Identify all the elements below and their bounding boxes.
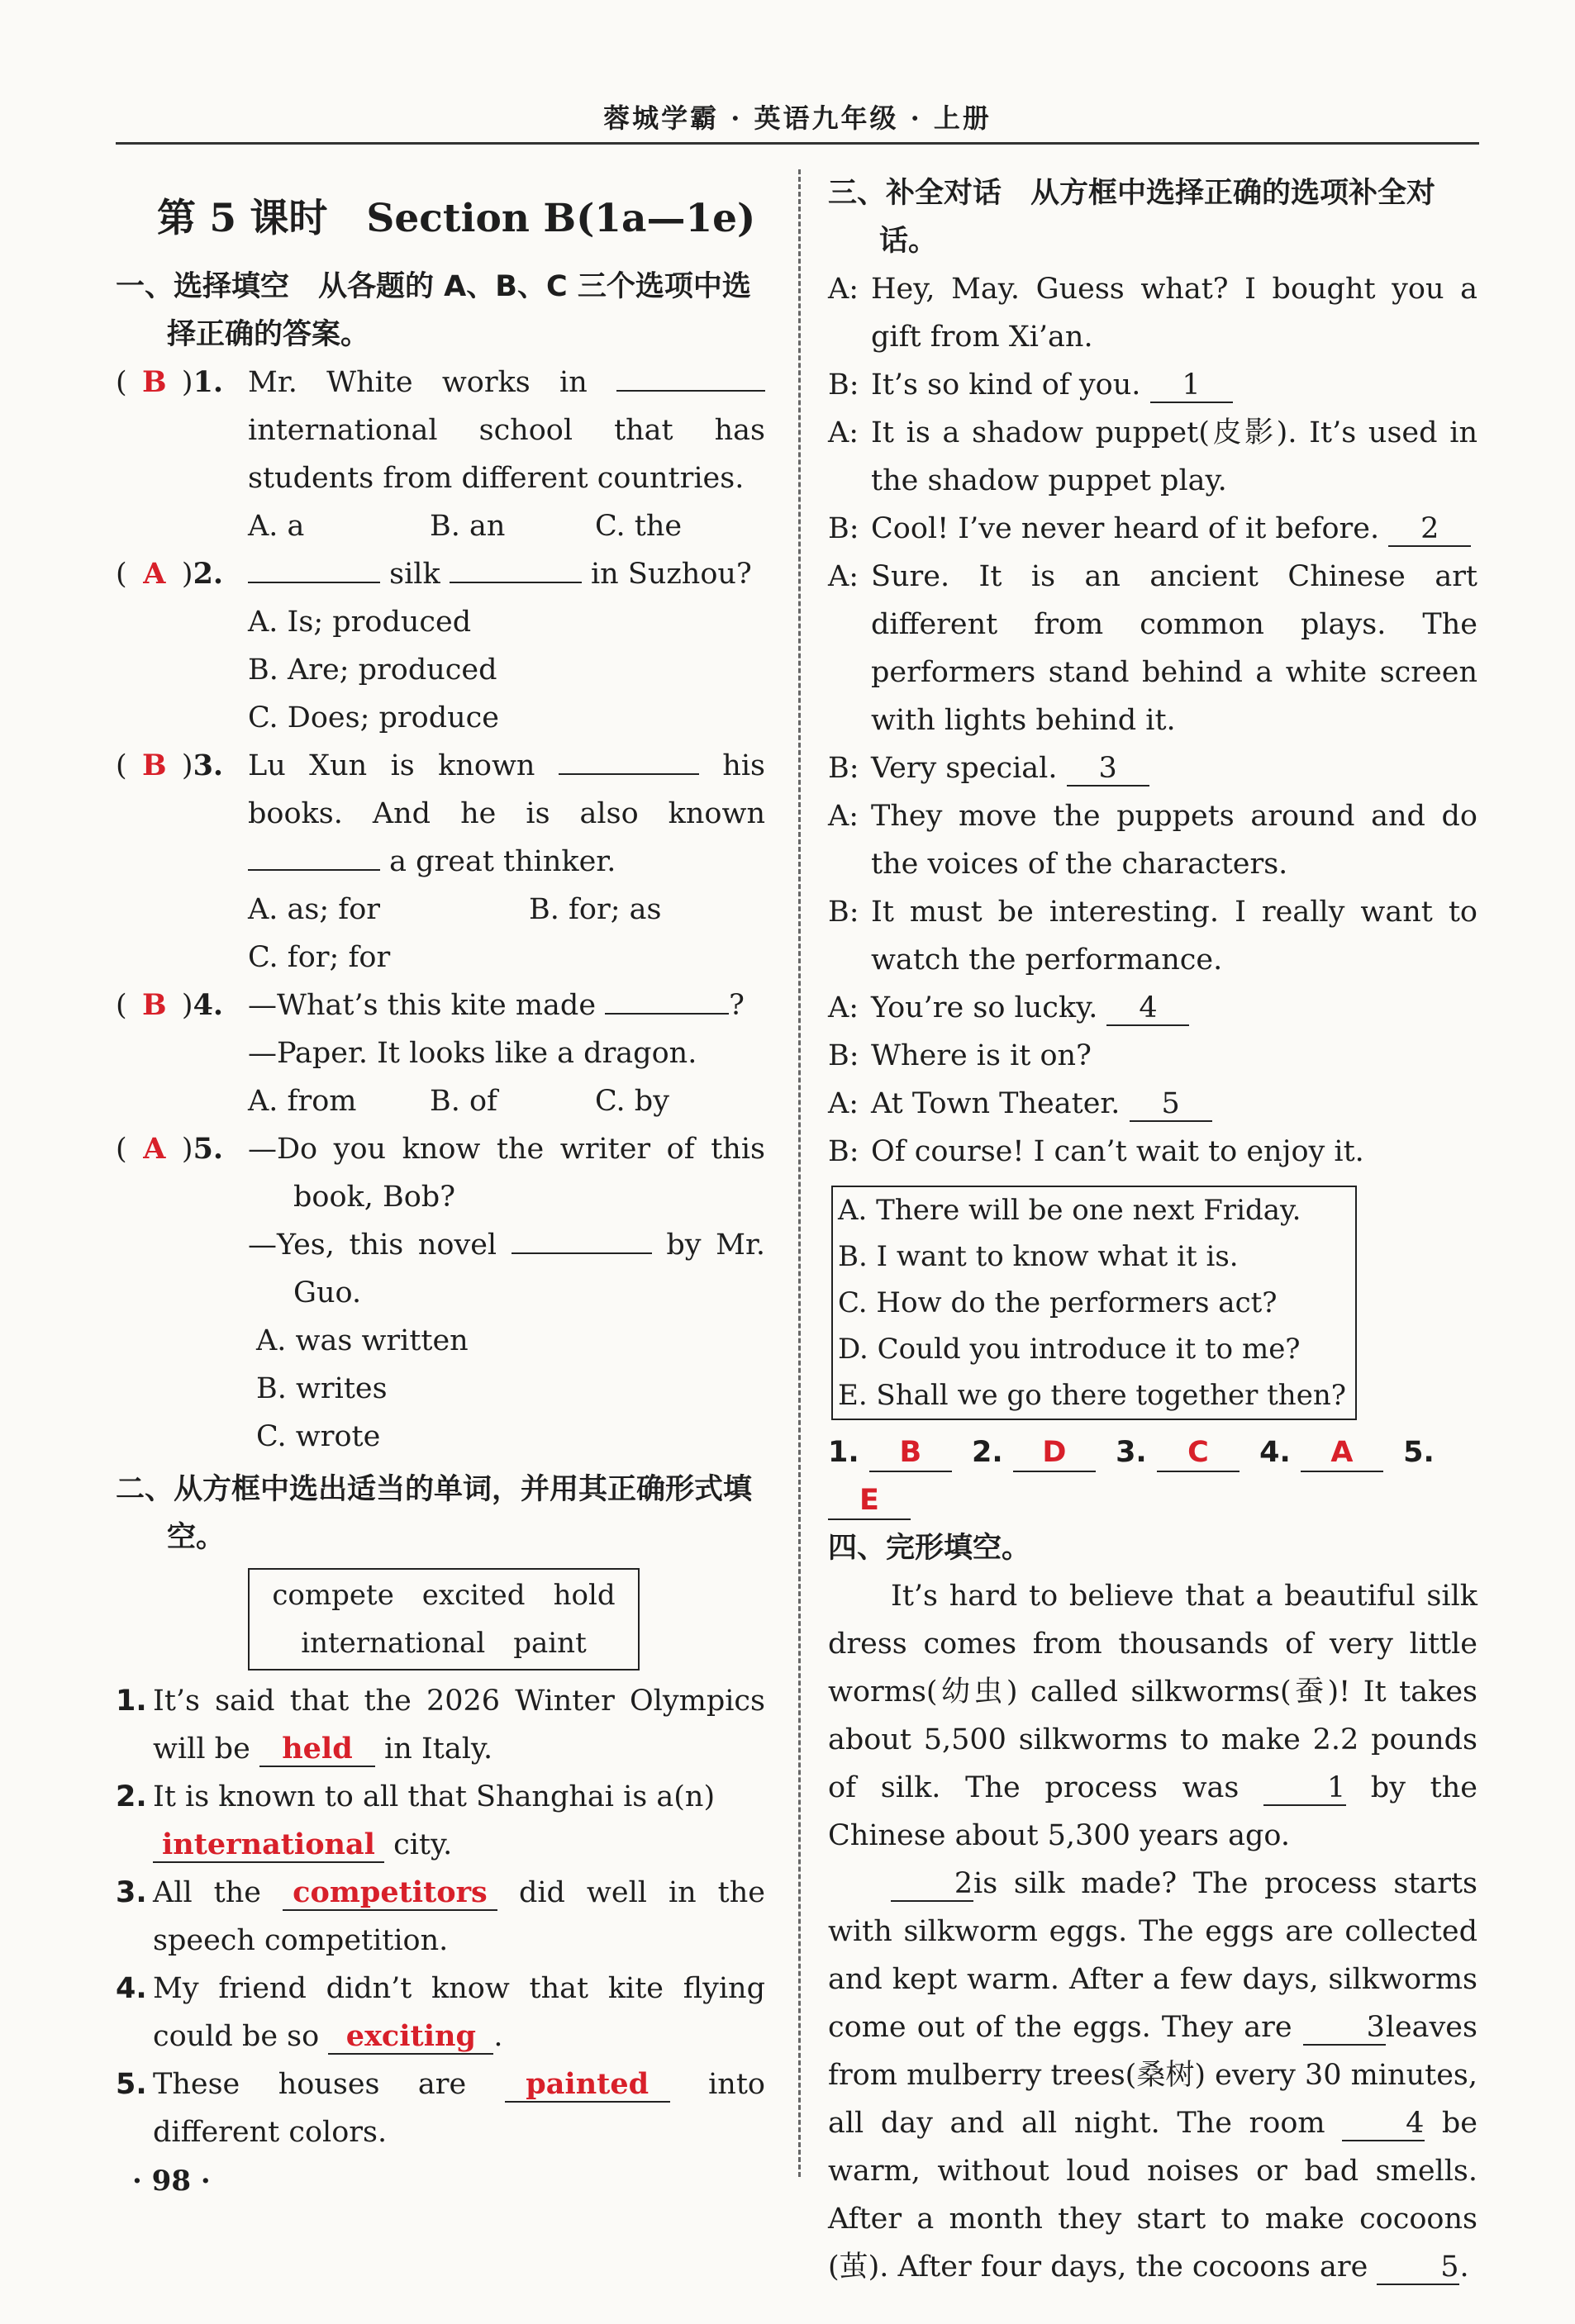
option-d: D. Could you introduce it to me? xyxy=(838,1333,1301,1366)
fill-answer: competitors xyxy=(283,1876,497,1911)
dialogue-line-12: B: Of course! I can’t wait to enjoy it. xyxy=(828,1135,1364,1168)
left-column xyxy=(116,182,765,2156)
fill-item-3: 3. All the competitors did well in the speech competition. xyxy=(116,1875,765,1957)
blank[interactable] xyxy=(616,360,765,392)
blank[interactable] xyxy=(559,744,699,775)
word-box: compete excited hold international paint xyxy=(248,1568,640,1671)
blank[interactable] xyxy=(248,839,380,871)
part3-heading: 三、补全对话 从方框中选择正确的选项补全对话。 xyxy=(828,177,1436,258)
dialogue-answers: 1. B 2. D 3. C 4. A 5. E xyxy=(828,1428,1477,1524)
dialogue-line-4: B: Cool! I’ve never heard of it before. 2 xyxy=(828,505,1477,553)
options-5: A. was written B. writes C. wrote xyxy=(256,1324,469,1453)
answer-5: A xyxy=(143,1132,166,1166)
answer-3: B xyxy=(141,749,167,782)
options-3: A. as; for B. for; as C. for; for xyxy=(248,893,662,974)
cloze-paragraph-2: 2is silk made? The process starts with silkworm eggs. The eggs are collected and kept warm. After a few days, silkworms come out of the eggs. They are 3leaves from mulberry trees(桑树) every 30 minutes, all day and all night. The room 4 be warm, without loud noises or bad smells. After a month they start to make cocoons (茧). After four days, the cocoons are 5. xyxy=(828,1867,1477,2284)
question-1: ( B )1. Mr. White works in international school that has students from different countries. xyxy=(116,359,765,502)
option-e: E. Shall we go there together then? xyxy=(838,1379,1346,1412)
page-header: 蓉城学霸 · 英语九年级 · 上册 xyxy=(603,102,992,134)
column-divider xyxy=(798,169,801,2177)
fill-answer: exciting xyxy=(328,2020,493,2055)
dialogue-line-6: B: Very special. 3 xyxy=(828,744,1477,792)
dialogue-line-7: A: They move the puppets around and do the voices of the characters. xyxy=(828,800,1477,881)
dialogue-options-box xyxy=(831,1186,1357,1420)
question-2: ( A )2. silk in Suzhou? xyxy=(116,550,765,598)
answer-2: A xyxy=(143,557,166,591)
part2-heading: 二、从方框中选出适当的单词，并用其正确形式填空。 xyxy=(116,1473,753,1554)
blank[interactable] xyxy=(248,552,380,583)
part4-heading: 四、完形填空。 xyxy=(828,1532,1031,1565)
dialogue-line-8: B: It must be interesting. I really want to watch the performance. xyxy=(828,896,1477,977)
dialogue-line-3: A: It is a shadow puppet(皮影). It’s used in the shadow puppet play. xyxy=(828,416,1477,497)
question-3: ( B )3. Lu Xun is known his books. And he is also known a great thinker. xyxy=(116,742,765,886)
question-5: ( A )5. —Do you know the writer of this book, Bob? —Yes, this novel by Mr. Guo. xyxy=(116,1125,765,1317)
dialogue-line-5: A: Sure. It is an ancient Chinese art different from common plays. The performers stand behind a white screen with lights behind it. xyxy=(828,560,1477,737)
dialogue-line-9: A: You’re so lucky. 4 xyxy=(828,984,1477,1032)
blank[interactable] xyxy=(512,1223,652,1254)
dialogue-line-1: A: Hey, May. Guess what? I bought you a gift from Xi’an. xyxy=(828,273,1477,354)
options-1: A. a B. an C. the xyxy=(248,510,683,543)
question-4: ( B )4. —What’s this kite made ? —Paper. It looks like a dragon. xyxy=(116,981,765,1077)
fill-item-4: 4. My friend didn’t know that kite flying could be so exciting . xyxy=(116,1972,765,2053)
dialogue-line-10: B: Where is it on? xyxy=(828,1039,1092,1072)
fill-answer: held xyxy=(259,1732,375,1767)
blank[interactable] xyxy=(605,983,729,1015)
lesson-title: 第 5 课时 Section B(1a—1e) xyxy=(157,196,756,241)
option-c: C. How do the performers act? xyxy=(838,1286,1278,1319)
answer-4: B xyxy=(141,988,167,1022)
fill-answer: painted xyxy=(505,2068,670,2103)
blank[interactable] xyxy=(450,552,582,583)
right-column xyxy=(828,169,1477,2291)
options-2: A. Is; produced B. Are; produced C. Does; produce xyxy=(248,606,499,734)
page-number: · 98 · xyxy=(132,2165,211,2198)
dialogue-line-2: B: It’s so kind of you. 1 xyxy=(828,361,1477,409)
cloze-paragraph-1: It’s hard to believe that a beautiful silk dress comes from thousands of very little worms(幼虫) called silkworms(蚕)! It takes about 5,500 silkworms to make 2.2 pounds of silk. The process was 1 by the Chinese about 5,300 years ago. xyxy=(828,1580,1477,1852)
option-a: A. There will be one next Friday. xyxy=(838,1194,1301,1227)
part1-heading: 一、选择填空 从各题的 A、B、C 三个选项中选择正确的答案。 xyxy=(116,270,751,351)
fill-item-5: 5. These houses are painted into different colors. xyxy=(116,2067,765,2149)
fill-item-2: 2. It is known to all that Shanghai is a(n) international city. xyxy=(116,1780,716,1861)
fill-item-1: 1. It’s said that the 2026 Winter Olympics will be held in Italy. xyxy=(116,1685,765,1766)
dialogue-line-11: A: At Town Theater. 5 xyxy=(828,1080,1477,1128)
header-rule xyxy=(116,142,1479,145)
answer-1: B xyxy=(141,365,167,399)
fill-answer: international xyxy=(153,1828,384,1863)
options-4: A. from B. of C. by xyxy=(248,1085,669,1118)
option-b: B. I want to know what it is. xyxy=(838,1240,1239,1273)
